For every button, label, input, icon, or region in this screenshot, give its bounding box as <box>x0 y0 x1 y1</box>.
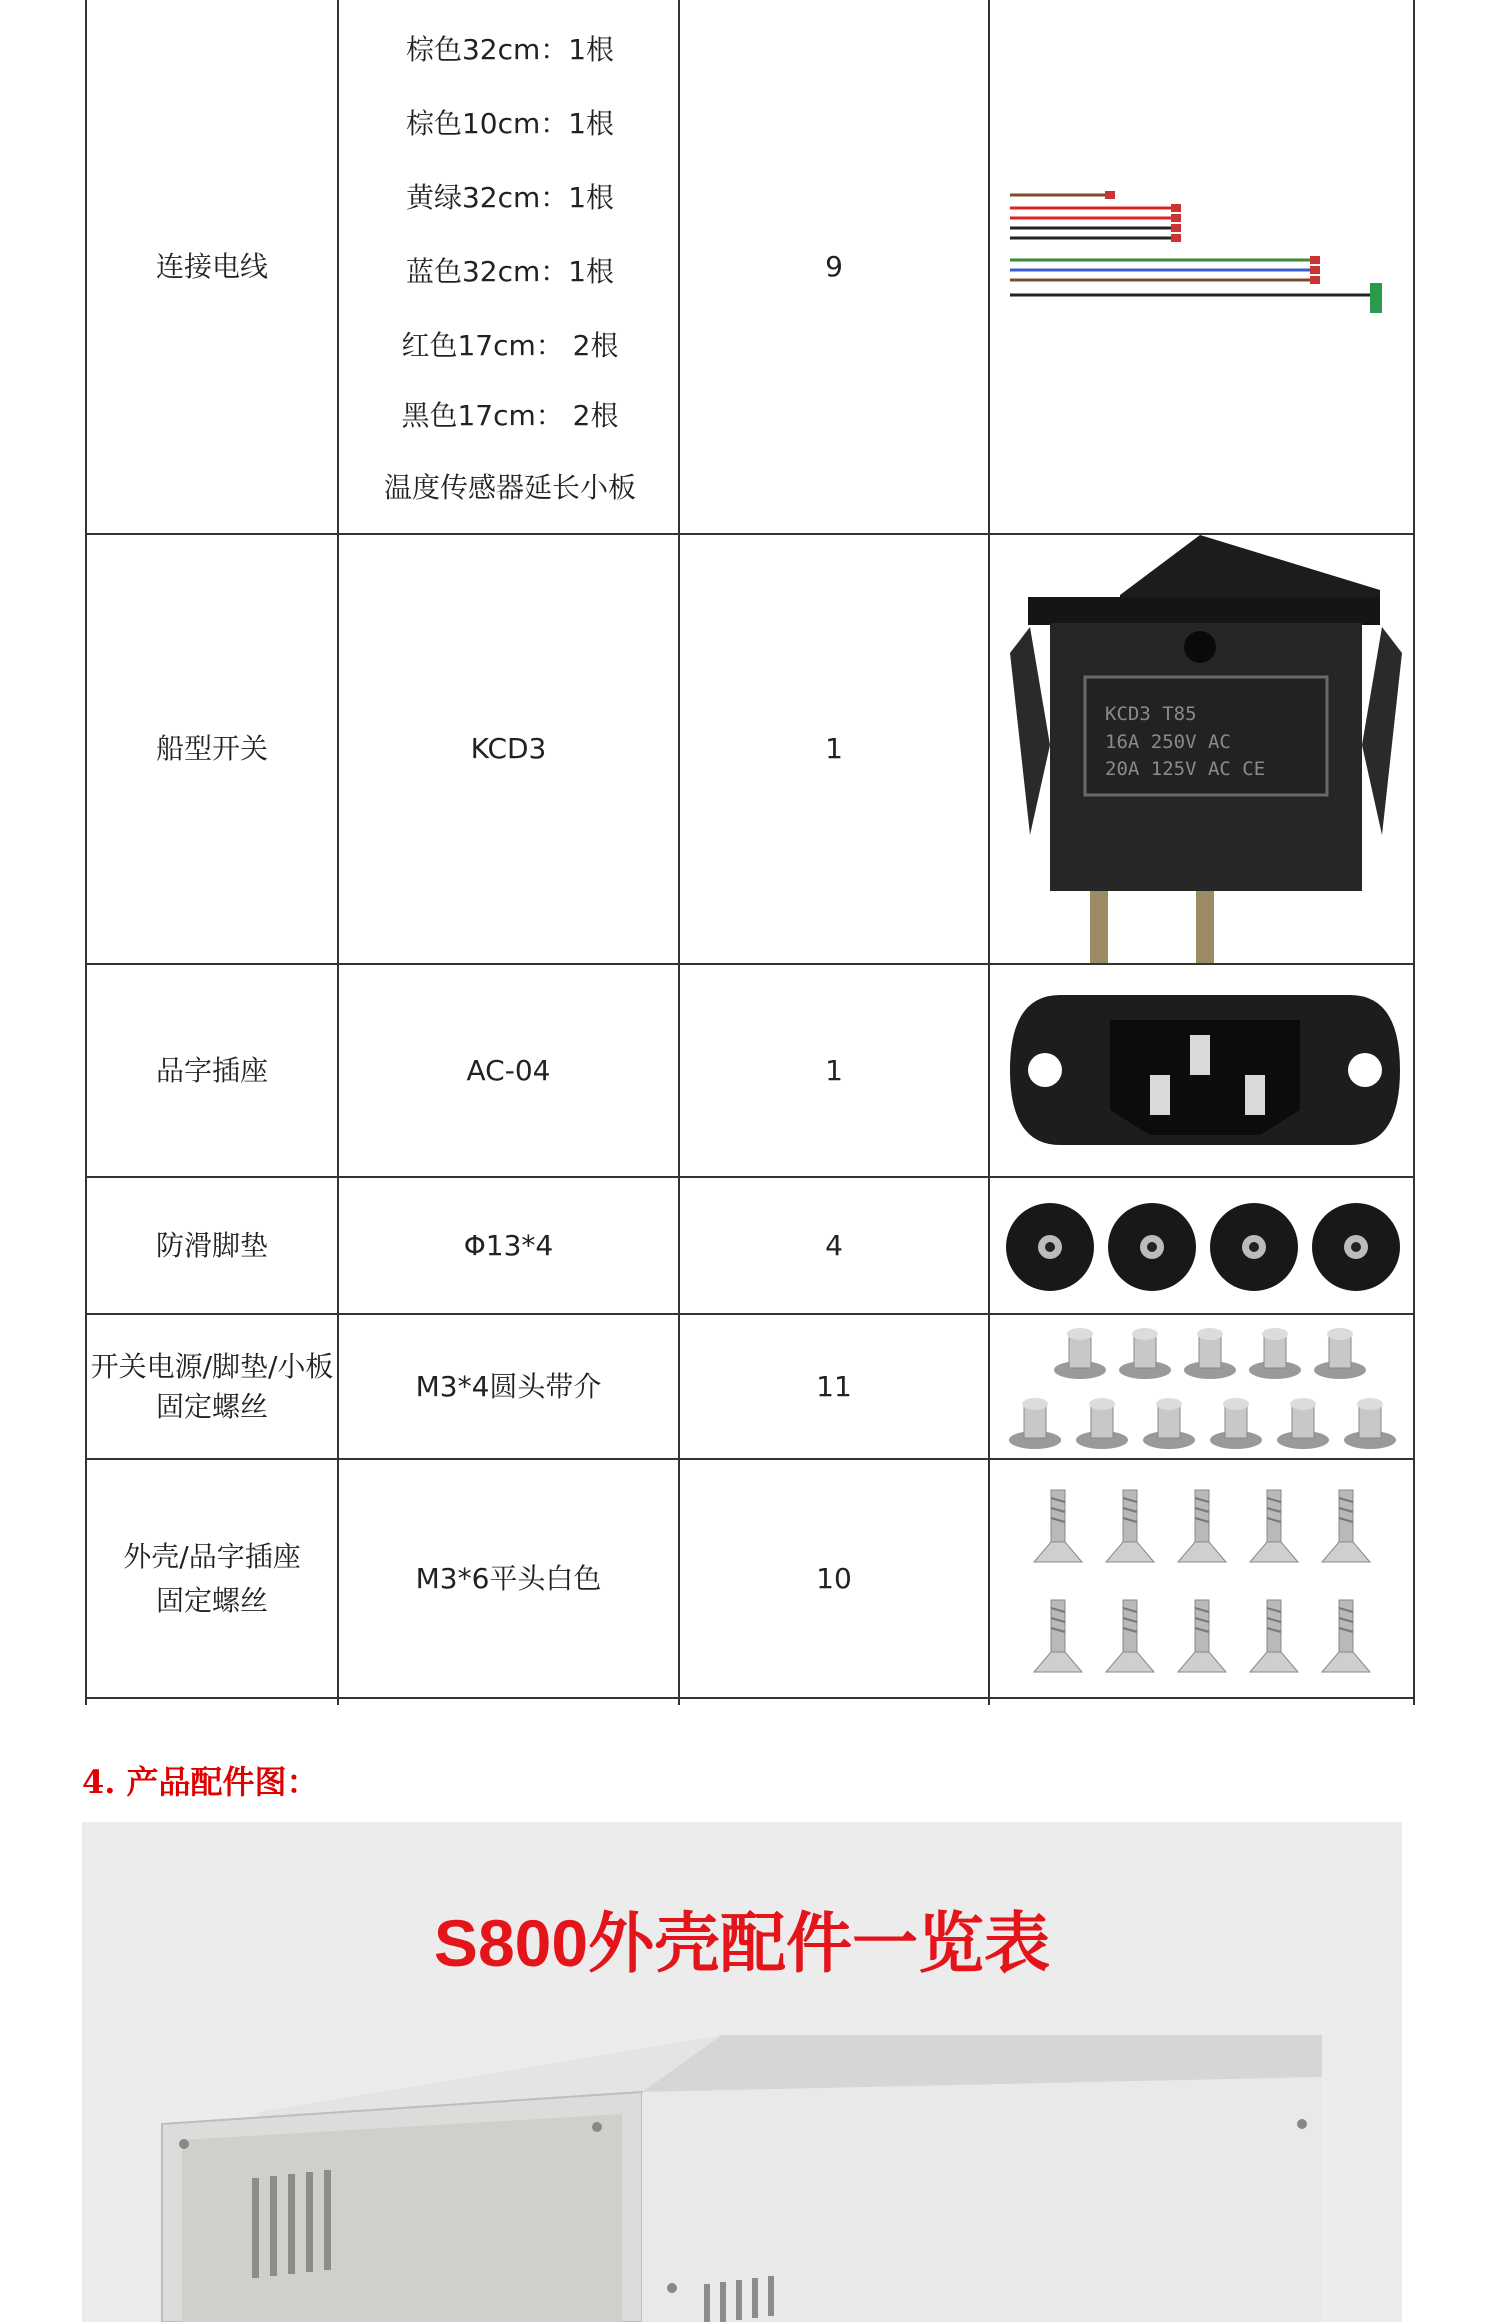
table-cell-name <box>87 1460 337 1697</box>
spec-line: 蓝色32cm：1根 <box>405 255 615 288</box>
enclosure-illustration <box>82 1822 1402 2322</box>
table-border <box>1413 0 1415 1705</box>
table-cell-name: 连接电线 <box>155 249 268 283</box>
table-cell-name <box>87 1315 337 1458</box>
spec-line: 黄绿32cm：1根 <box>405 181 615 214</box>
switch-label: 20A 125V AC CE <box>1105 758 1266 780</box>
name-line: 开关电源/脚垫/小板 <box>90 1349 334 1383</box>
rocker-switch-photo <box>1000 535 1412 963</box>
name-line: 固定螺丝 <box>155 1583 268 1617</box>
table-cell-qty: 1 <box>825 1053 843 1087</box>
ac-socket-photo <box>1000 975 1410 1165</box>
rubber-feet-photo <box>1000 1200 1410 1295</box>
switch-label: 16A 250V AC <box>1105 731 1231 753</box>
table-cell-spec: M3*4圆头带介 <box>415 1369 602 1403</box>
spec-line: 红色17cm： 2根 <box>401 329 619 362</box>
table-cell-name: 防滑脚垫 <box>155 1228 268 1262</box>
section-title: 4. 产品配件图： <box>82 1763 319 1801</box>
spec-line: 温度传感器延长小板 <box>383 471 636 504</box>
table-cell-qty: 9 <box>825 249 843 283</box>
table-cell-spec: Φ13*4 <box>463 1228 554 1262</box>
spec-line: 棕色10cm：1根 <box>405 107 615 140</box>
wires-photo <box>995 180 1405 340</box>
table-cell-qty: 11 <box>816 1369 852 1403</box>
enclosure-photo <box>82 1822 1402 2322</box>
table-border <box>988 0 990 1705</box>
table-cell-spec: KCD3 <box>470 732 547 765</box>
pan-head-screws-photo <box>1000 1320 1410 1455</box>
flat-head-screws-photo <box>1000 1470 1410 1690</box>
spec-line: 黑色17cm： 2根 <box>401 399 619 432</box>
name-line: 固定螺丝 <box>155 1389 268 1423</box>
table-cell-spec <box>340 0 680 535</box>
table-cell-qty: 1 <box>825 732 843 765</box>
table-border <box>85 1697 1415 1699</box>
table-cell-spec: AC-04 <box>466 1053 551 1087</box>
table-cell-qty: 10 <box>816 1561 852 1595</box>
switch-label: KCD3 T85 <box>1105 703 1197 725</box>
table-cell-qty: 4 <box>825 1228 843 1262</box>
name-line: 外壳/品字插座 <box>123 1539 301 1573</box>
table-cell-name: 船型开关 <box>155 732 268 765</box>
table-cell-name: 品字插座 <box>155 1053 268 1087</box>
table-cell-spec: M3*6平头白色 <box>415 1561 602 1595</box>
photo-title: S800外壳配件一览表 <box>433 1906 1051 1980</box>
spec-line: 棕色32cm：1根 <box>405 33 615 66</box>
